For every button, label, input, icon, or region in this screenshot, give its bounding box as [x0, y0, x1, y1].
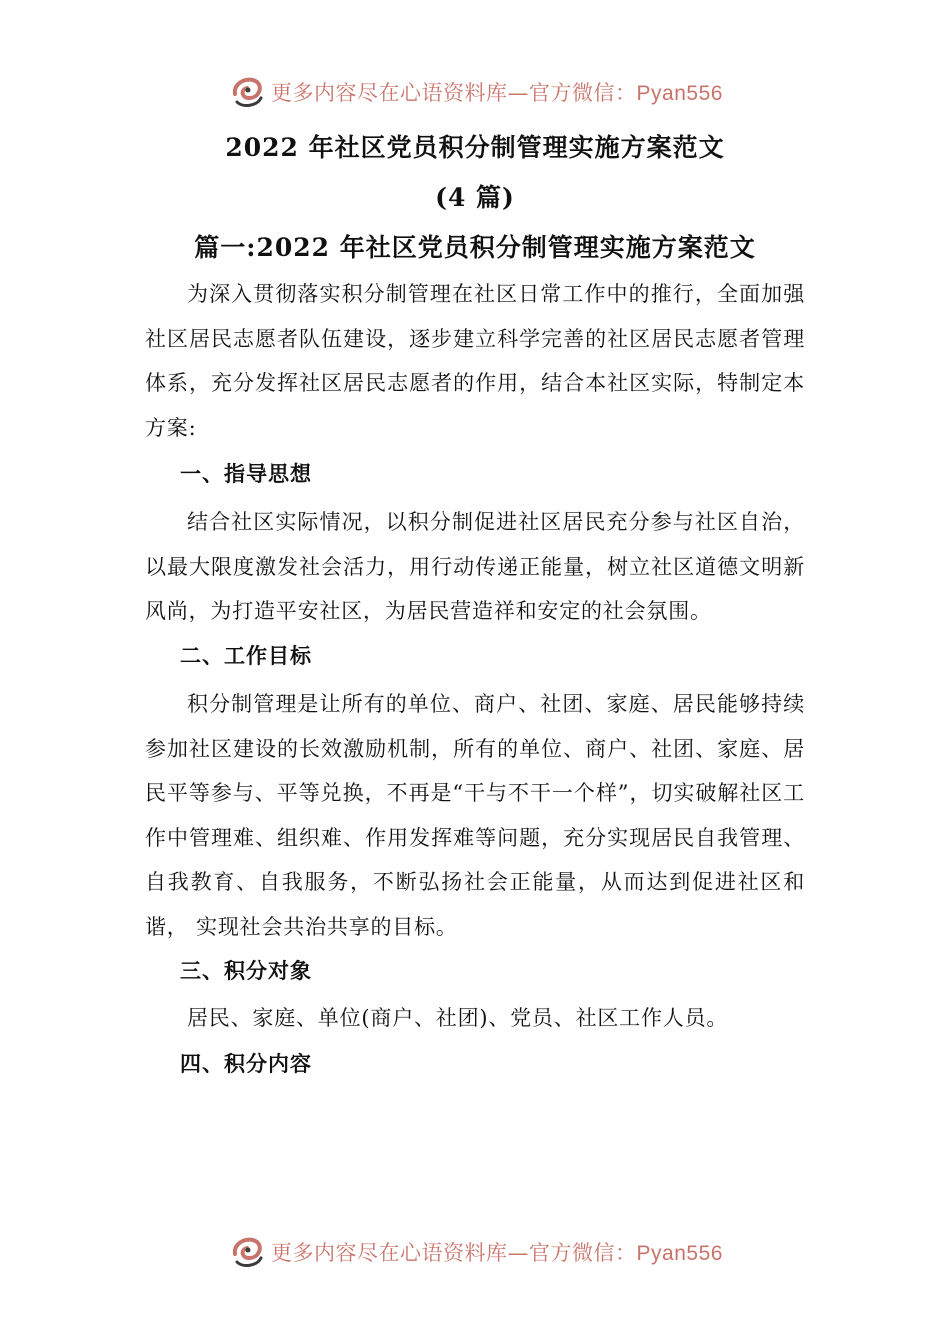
watermark-label: 更多内容尽在心语资料库—官方微信： [271, 81, 637, 105]
watermark-wechat-id: Pyan556 [636, 82, 723, 105]
document-count: (4 篇) [435, 183, 515, 212]
curl-logo-icon [227, 1232, 267, 1272]
section-heading-work-goals: 二、工作目标 [180, 643, 312, 668]
article-heading: 篇一:2022 年社区党员积分制管理实施方案范文 [194, 233, 756, 262]
section-heading-guiding-thought: 一、指导思想 [180, 461, 312, 486]
watermark-text [271, 1237, 723, 1267]
section-body-point-targets: 居民、家庭、单位(商户、社团)、党员、社区工作人员。 [187, 1006, 729, 1030]
watermark-text [271, 77, 723, 107]
watermark-wechat-id: Pyan556 [636, 1242, 723, 1265]
watermark-banner-bottom [0, 1232, 950, 1272]
watermark-label: 更多内容尽在心语资料库—官方微信： [271, 1241, 637, 1265]
curl-logo-icon [227, 72, 267, 112]
section-body-guiding-thought: 结合社区实际情况，以积分制促进社区居民充分参与社区自治，以最大限度激发社会活力，用行动传递正能量，树立社区道德文明新风尚，为打造平安社区，为居民营造祥和安定的社会氛围。 [145, 510, 805, 623]
section-body-work-goals: 积分制管理是让所有的单位、商户、社团、家庭、居民能够持续参加社区建设的长效激励机制，所有的单位、商户、社团、家庭、居民平等参与、平等兑换，不再是“干与不干一个样”，切实破解社区工作中管理难、组织难、作用发挥难等问题，充分实现居民自我管理、自我教育、自我服务，不断弘扬社会正能量，从而达到促进社区和谐， 实现社会共治共享的目标。 [145, 692, 805, 939]
intro-paragraph: 为深入贯彻落实积分制管理在社区日常工作中的推行，全面加强社区居民志愿者队伍建设，逐步建立科学完善的社区居民志愿者管理体系，充分发挥社区居民志愿者的作用，结合本社区实际，特制定本方案: [145, 282, 805, 440]
document-title: 2022 年社区党员积分制管理实施方案范文 [225, 133, 725, 162]
watermark-banner-top [0, 72, 950, 112]
section-heading-point-content: 四、积分内容 [180, 1051, 312, 1076]
section-heading-point-targets: 三、积分对象 [180, 958, 312, 983]
